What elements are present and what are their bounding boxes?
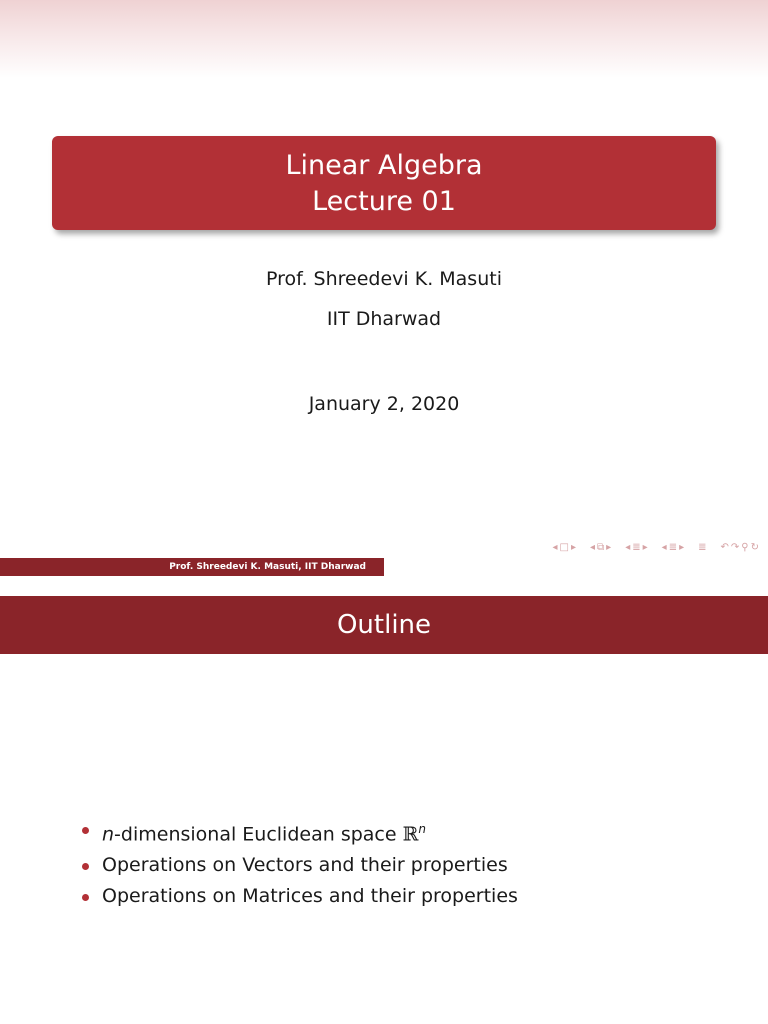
frame-title: Outline bbox=[0, 596, 768, 654]
search-icon[interactable]: ⚲ bbox=[741, 541, 749, 553]
footer-author-institute: Prof. Shreedevi K. Masuti, IIT Dharwad bbox=[0, 558, 384, 576]
beamer-navigation bbox=[539, 539, 760, 555]
back-icon[interactable]: ↶ bbox=[720, 541, 729, 553]
section-icon[interactable]: ≣ bbox=[632, 541, 641, 553]
list-item-text: Operations on Matrices and their properties bbox=[102, 885, 518, 908]
list-item-text: -dimensional Euclidean space bbox=[114, 823, 403, 846]
nav-section-group bbox=[624, 542, 648, 553]
outline-slide bbox=[0, 576, 768, 1024]
outline-list bbox=[80, 814, 518, 912]
presentation-date: January 2, 2020 bbox=[308, 393, 460, 415]
bullet-icon bbox=[82, 863, 89, 870]
arrow-right-icon[interactable]: ▸ bbox=[642, 541, 648, 553]
institute-name: IIT Dharwad bbox=[326, 308, 442, 330]
nav-frame-group bbox=[551, 542, 577, 553]
real-numbers-symbol: ℝ bbox=[402, 823, 419, 846]
arrow-left-icon[interactable]: ◂ bbox=[625, 541, 631, 553]
arrow-right-icon[interactable]: ▸ bbox=[570, 541, 576, 553]
list-item bbox=[80, 850, 518, 881]
document-icon[interactable]: ≣ bbox=[668, 541, 678, 553]
nav-toc-group bbox=[697, 542, 707, 553]
title-box bbox=[52, 136, 716, 230]
bullet-icon bbox=[82, 827, 89, 834]
lecture-title: Linear Algebra bbox=[285, 150, 483, 181]
header-gradient bbox=[0, 0, 768, 78]
nav-document-group bbox=[661, 542, 685, 553]
frame-icon[interactable]: □ bbox=[559, 541, 569, 553]
arrow-left-icon[interactable]: ◂ bbox=[661, 541, 667, 553]
zoom-icon[interactable]: ↻ bbox=[750, 541, 759, 553]
math-variable: n bbox=[102, 823, 115, 846]
arrow-left-icon[interactable]: ◂ bbox=[552, 541, 558, 553]
bullet-icon bbox=[82, 894, 89, 901]
forward-icon[interactable]: ↷ bbox=[730, 541, 740, 553]
arrow-right-icon[interactable]: ▸ bbox=[606, 541, 612, 553]
list-item bbox=[80, 881, 518, 912]
arrow-left-icon[interactable]: ◂ bbox=[590, 541, 596, 553]
frames-stack-icon[interactable]: ⧉ bbox=[597, 541, 605, 553]
nav-subsection-group bbox=[589, 542, 612, 553]
arrow-right-icon[interactable]: ▸ bbox=[679, 541, 685, 553]
nav-search-group bbox=[720, 542, 761, 553]
footer-right-blank bbox=[384, 558, 768, 576]
list-item-text: Operations on Vectors and their properties bbox=[102, 854, 508, 877]
toc-icon[interactable]: ≣ bbox=[698, 541, 707, 553]
list-item bbox=[80, 814, 518, 850]
superscript: n bbox=[418, 822, 426, 836]
footline bbox=[0, 558, 768, 576]
author-name: Prof. Shreedevi K. Masuti bbox=[266, 268, 502, 290]
lecture-subtitle: Lecture 01 bbox=[312, 186, 456, 217]
